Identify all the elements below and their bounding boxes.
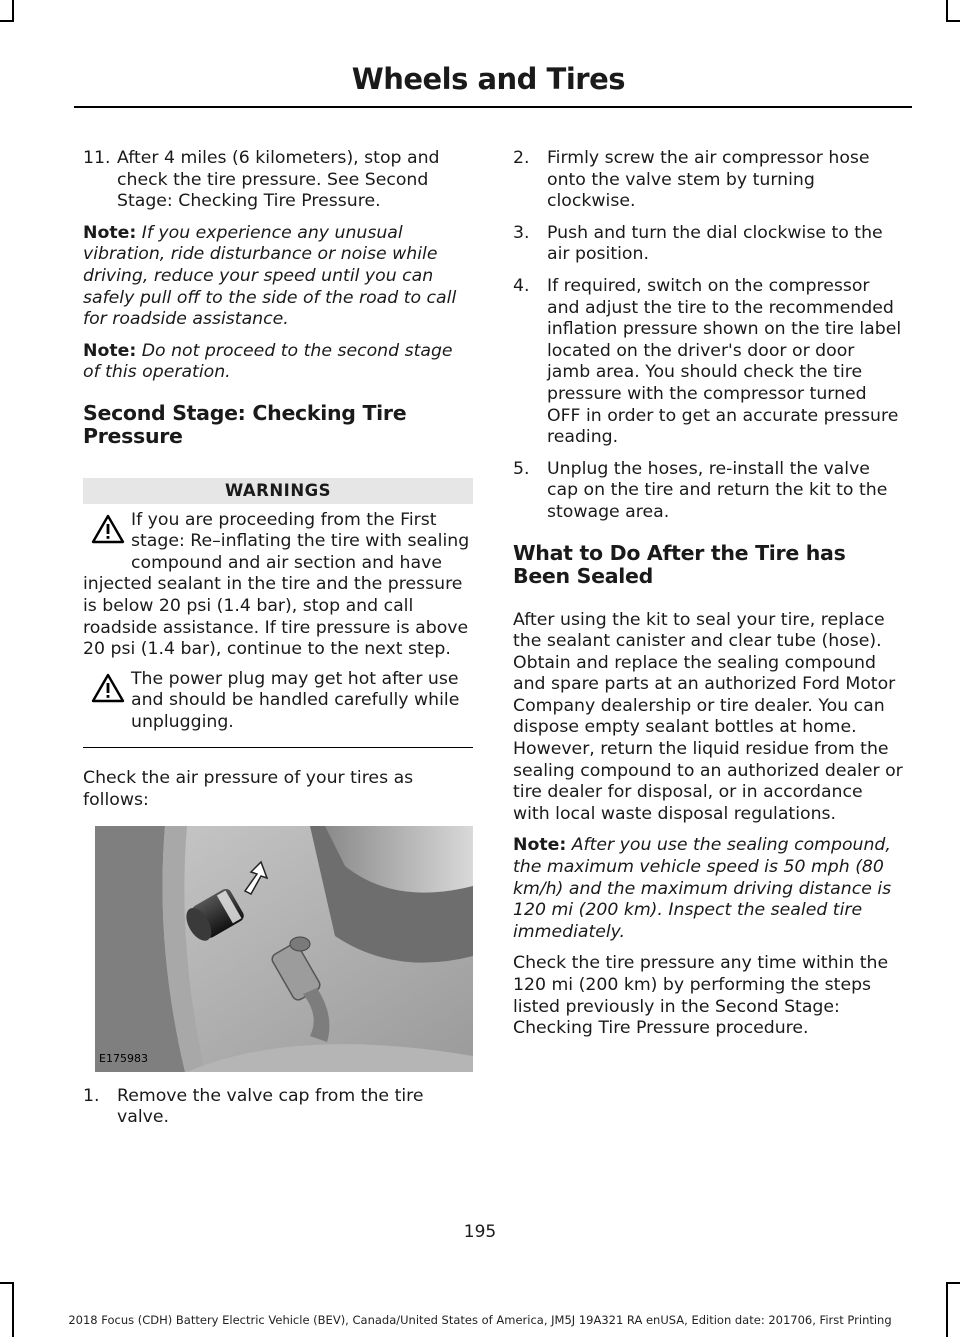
step-number: 1. — [83, 1085, 100, 1106]
step-text: Unplug the hoses, re-install the valve cap on the tire and return the kit to the stowage area. — [547, 458, 888, 522]
step-number: 3. — [513, 222, 530, 243]
warning-item — [83, 669, 473, 734]
step-3 — [513, 223, 903, 266]
note-label: Note: — [513, 835, 567, 856]
step-text: Push and turn the dial clockwise to the air position. — [547, 222, 883, 265]
section-heading: Second Stage: Checking Tire Pressure — [83, 400, 407, 448]
note — [83, 223, 473, 331]
warning-item — [83, 510, 473, 661]
valve-cap-illustration — [95, 826, 473, 1072]
figure-code: E175983 — [99, 1052, 148, 1066]
step-1 — [83, 1086, 473, 1129]
warning-text: The power plug may get hot after use and should be handled carefully while unplugging. — [131, 668, 460, 732]
note-text: After you use the sealing compound, the maximum vehicle speed is 50 mph (80 km/h) and the maximum driving distance is 120 mi (200 km). Inspect the sealed tire immediately. — [513, 835, 892, 942]
note — [513, 835, 903, 943]
left-column — [83, 148, 473, 1139]
page-title: Wheels and Tires — [351, 62, 625, 96]
step-text: Firmly screw the air compressor hose onto the valve stem by turning clockwise. — [547, 148, 870, 212]
warning-triangle-icon — [91, 514, 125, 544]
step-number: 2. — [513, 148, 530, 168]
step-11 — [83, 148, 473, 213]
step-text: After 4 miles (6 kilometers), stop and check the tire pressure. See Second Stage: Checking Tire Pressure. — [117, 148, 440, 212]
section-heading: What to Do After the Tire has Been Sealed — [513, 540, 846, 588]
step-text: Remove the valve cap from the tire valve. — [117, 1085, 424, 1128]
step-number: 4. — [513, 275, 530, 296]
body-paragraph: Check the tire pressure any time within the 120 mi (200 km) by performing the steps listed previously in the Second Stage: Checking Tire Pressure procedure. — [513, 953, 889, 1039]
title-rule — [74, 106, 912, 108]
right-column — [513, 148, 903, 1050]
warning-triangle-icon — [91, 673, 125, 703]
crop-mark — [946, 20, 960, 22]
note-label: Note: — [83, 222, 137, 243]
step-4 — [513, 276, 903, 449]
intro-text: Check the air pressure of your tires as follows: — [83, 768, 414, 811]
crop-mark — [12, 0, 14, 22]
valve-illustration-graphic — [95, 826, 473, 1072]
note-text: If you experience any unusual vibration, ride disturbance or noise while driving, reduce your speed until you can safely pull off to the side of the road to call for roadside assistance. — [83, 222, 457, 330]
crop-mark — [12, 1282, 14, 1337]
crop-mark — [946, 1282, 960, 1284]
step-5 — [513, 459, 903, 524]
step-number: 5. — [513, 458, 530, 479]
crop-mark — [0, 1282, 14, 1284]
edition-footer: 2018 Focus (CDH) Battery Electric Vehicle (BEV), Canada/United States of America, JM5J 19A321 RA enUSA, Edition date: 201706, First Printing — [68, 1313, 892, 1327]
note-text: Do not proceed to the second stage of this operation. — [83, 340, 453, 383]
step-number: 11. — [83, 148, 111, 168]
warnings-header: WARNINGS — [83, 478, 473, 504]
crop-mark — [946, 1282, 948, 1337]
crop-mark — [946, 0, 948, 22]
warning-text: If you are proceeding from the First stage: Re–inflating the tire with sealing compound and air section and have injected sealant in the tire and the pressure is below 20 psi (1.4 bar), stop and call roadside assistance. If tire pressure is above 20 psi (1.4 bar), continue to the next step. — [83, 509, 470, 660]
note — [83, 341, 473, 384]
step-2 — [513, 148, 903, 213]
step-text: If required, switch on the compressor and adjust the tire to the recommended inflation pressure shown on the tire label located on the driver's door or door jamb area. You should check the tire pressure with the compressor turned OFF in order to get an accurate pressure reading. — [547, 275, 902, 448]
note-label: Note: — [83, 340, 137, 361]
body-paragraph: After using the kit to seal your tire, replace the sealant canister and clear tube (hose). Obtain and replace the sealing compound and spare parts at an authorized Ford Motor Company dealership or tire dealer. You can dispose empty sealant bottles at home. However, return the liquid residue from the sealing compound to an authorized dealer or tire dealer for disposal, or in accordance with local waste disposal regulations. — [513, 609, 903, 824]
warnings-rule — [83, 747, 473, 748]
page-number: 195 — [463, 1222, 497, 1242]
crop-mark — [0, 20, 14, 22]
